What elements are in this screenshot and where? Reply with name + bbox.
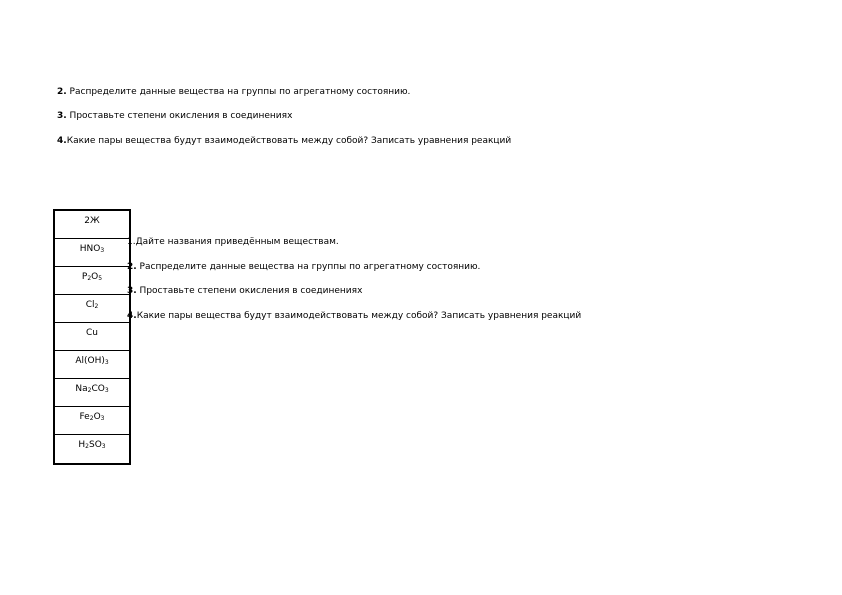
- side-task-2: [127, 262, 480, 273]
- substance-cell: $H_2SO_3$: [78, 440, 106, 450]
- task-text: Проставьте степени окисления в соединениях: [66, 111, 293, 121]
- substance-cell: $Fe_2O_3$: [55, 407, 129, 435]
- substance-cell: Cu: [55, 323, 129, 351]
- top-task-4: [57, 136, 511, 147]
- substance-cell: $P_2O_5$: [55, 267, 129, 295]
- task-text: Проставьте степени окисления в соединениях: [136, 286, 363, 296]
- task-text: Распределите данные вещества на группы по агрегатному состоянию.: [66, 87, 411, 97]
- task-number: 2.: [57, 87, 67, 97]
- task-text: Дайте названия приведённым веществам.: [135, 237, 339, 247]
- substance-cell: $HNO_3$: [55, 239, 129, 267]
- side-task-3: [127, 286, 362, 297]
- task-number: 4.: [127, 311, 137, 321]
- substance-cell: $Na_2CO_3$: [55, 379, 129, 407]
- task-number: 1.: [127, 237, 136, 247]
- substance-cell: $Cl_2$: [55, 295, 129, 323]
- task-text: Какие пары вещества будут взаимодействовать между собой? Записать уравнения реакций: [136, 311, 582, 321]
- task-number: 4.: [57, 136, 67, 146]
- top-task-2: [57, 87, 410, 98]
- task-text: Распределите данные вещества на группы по агрегатному состоянию.: [136, 262, 481, 272]
- substance-cell: $Al(OH)_3$: [55, 351, 129, 379]
- task-number: 3.: [57, 111, 67, 121]
- side-task-4: [127, 311, 581, 322]
- top-task-3: [57, 111, 292, 122]
- task-number: 2.: [127, 262, 137, 272]
- task-text: Какие пары вещества будут взаимодействовать между собой? Записать уравнения реакций: [66, 136, 512, 146]
- substances-table: [53, 209, 131, 465]
- side-task-1: [127, 237, 339, 248]
- substance-cell: 2Ж: [55, 211, 129, 239]
- task-number: 3.: [127, 286, 137, 296]
